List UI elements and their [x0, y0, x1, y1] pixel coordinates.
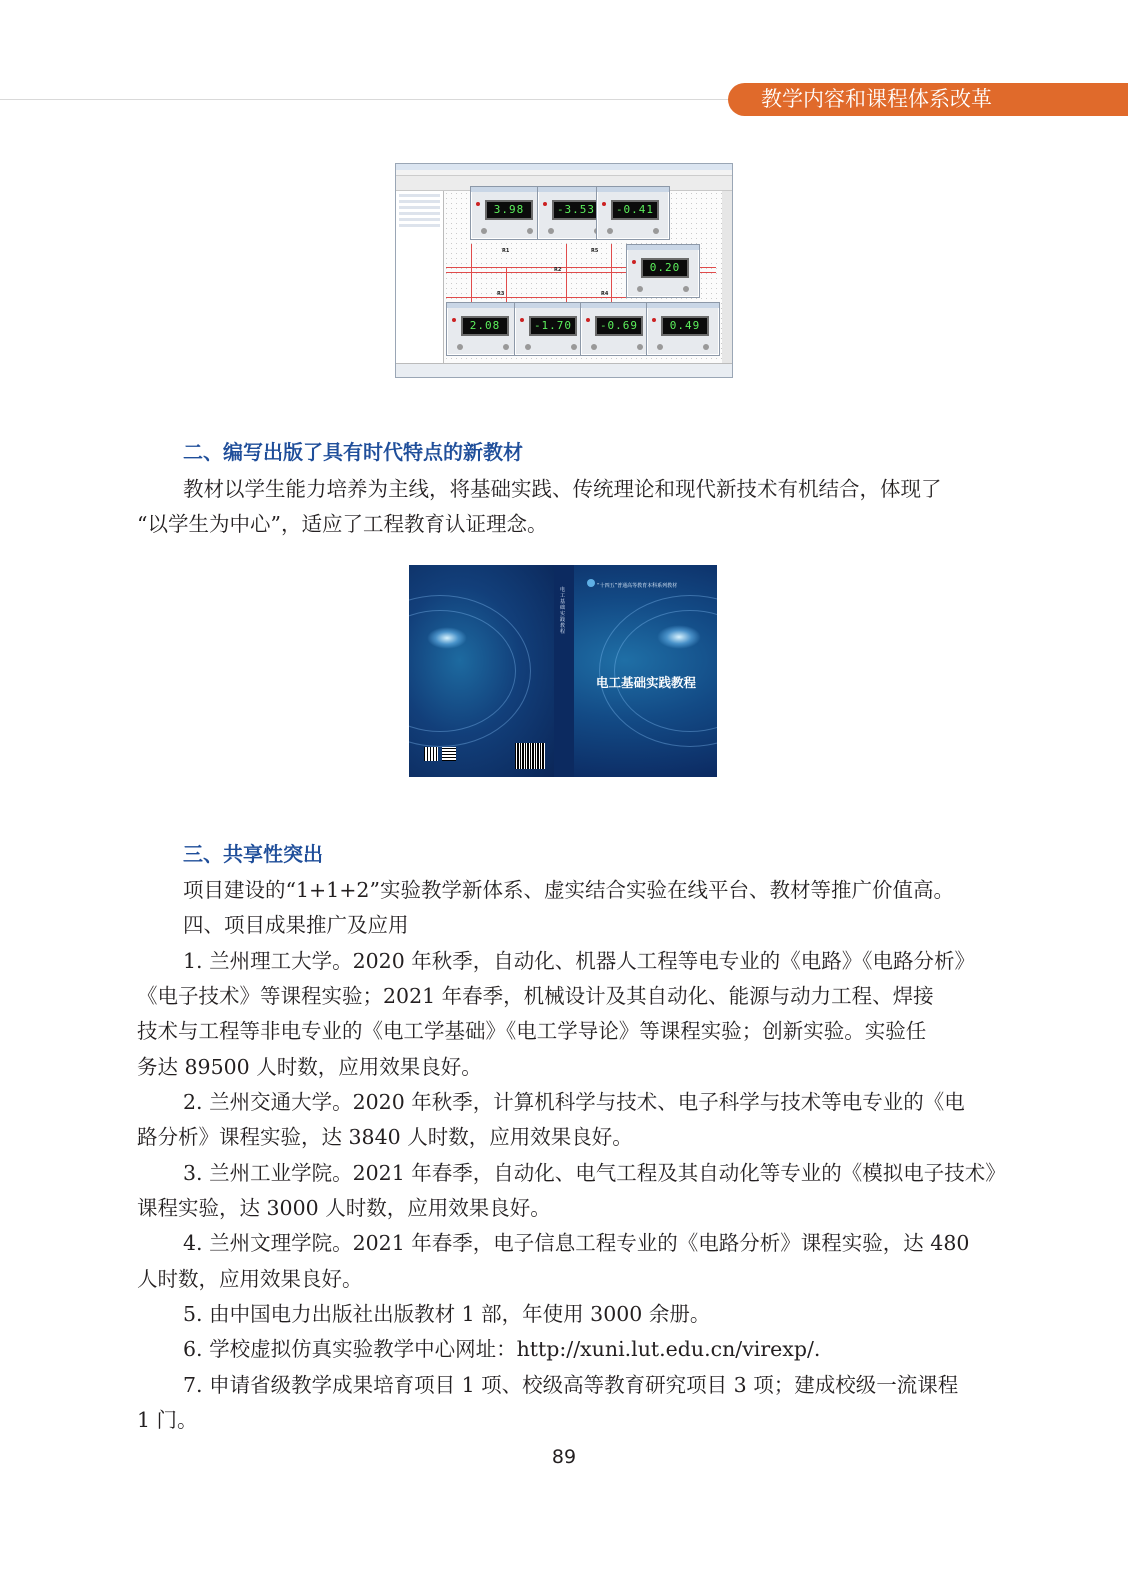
meter-display: -3.53: [552, 200, 600, 220]
meter: [446, 302, 520, 356]
section2-heading: 二、编写出版了具有时代特点的新教材: [183, 440, 523, 464]
resistor-label: R5: [591, 248, 599, 254]
body-line: 1. 兰州理工大学。2020 年秋季，自动化、机器人工程等电专业的《电路》《电路分析》: [183, 949, 976, 973]
qr-code-icon: [442, 747, 456, 761]
cover-glow: [657, 625, 701, 649]
sim-statusbar: [396, 363, 732, 377]
body-line: 路分析》课程实验，达 3840 人时数，应用效果良好。: [137, 1125, 633, 1149]
meter-display: -0.41: [611, 200, 659, 220]
sim-scrollbar: [722, 191, 732, 363]
meter-display: -0.69: [595, 316, 643, 336]
resistor-label: R1: [502, 248, 510, 254]
meter: [514, 302, 588, 356]
section2-paragraph-line: “以学生为中心”，适应了工程教育认证理念。: [137, 512, 548, 536]
meter: [580, 302, 654, 356]
meter-display: -1.70: [529, 316, 577, 336]
resistor-label: R4: [601, 291, 609, 297]
body-line: 四、项目成果推广及应用: [183, 913, 409, 937]
meter: [596, 186, 670, 240]
cover-series-text: “十四五”普通高等教育本科系列教材: [597, 583, 678, 589]
section2-paragraph-line: 教材以学生能力培养为主线，将基础实践、传统理论和现代新技术有机结合，体现了: [183, 477, 942, 501]
resistor-label: R3: [497, 291, 505, 297]
body-line: 1 门。: [137, 1408, 198, 1432]
body-line: 7. 申请省级教学成果培育项目 1 项、校级高等教育研究项目 3 项；建成校级一流课程: [183, 1373, 959, 1397]
body-line: 课程实验，达 3000 人时数，应用效果良好。: [137, 1196, 551, 1220]
book-cover-image: [409, 565, 717, 777]
cover-spine-title: 电工基础实践教程: [560, 587, 566, 635]
meter-display: 0.20: [641, 258, 689, 278]
body-line: 5. 由中国电力出版社出版教材 1 部，年使用 3000 余册。: [183, 1302, 711, 1326]
body-line: 3. 兰州工业学院。2021 年春季，自动化、电气工程及其自动化等专业的《模拟电子技术》: [183, 1161, 1006, 1185]
resistor-label: R2: [554, 267, 562, 273]
cover-title: 电工基础实践教程: [596, 675, 697, 690]
body-line: 项目建设的“1+1+2”实验教学新体系、虚实结合实验在线平台、教材等推广价值高。: [183, 878, 954, 902]
body-line: 4. 兰州文理学院。2021 年春季，电子信息工程专业的《电路分析》课程实验，达 480: [183, 1231, 970, 1255]
body-line: 务达 89500 人时数，应用效果良好。: [137, 1055, 482, 1079]
simulation-screenshot: [395, 163, 733, 378]
meter: [470, 186, 544, 240]
meter-display: 3.98: [485, 200, 533, 220]
publisher-logo-icon: [587, 579, 595, 587]
sim-design-panel: [396, 191, 444, 363]
body-line: 6. 学校虚拟仿真实验教学中心网址：http://xuni.lut.edu.cn/virexp/.: [183, 1337, 821, 1361]
body-line: 2. 兰州交通大学。2020 年秋季，计算机科学与技术、电子科学与技术等电专业的《电: [183, 1090, 965, 1114]
body-line: 技术与工程等非电专业的《电工学基础》《电工学导论》等课程实验；创新实验。实验任: [137, 1019, 927, 1043]
meter-display: 2.08: [461, 316, 509, 336]
qr-code-icon: [424, 747, 438, 761]
barcode-icon: [515, 743, 545, 769]
cover-glow: [427, 627, 467, 649]
meter: [626, 244, 700, 298]
page-number: 89: [551, 1446, 577, 1468]
meter-display: 0.49: [661, 316, 709, 336]
section-header-tab: 教学内容和课程体系改革: [728, 83, 1128, 116]
body-line: 人时数，应用效果良好。: [137, 1267, 363, 1291]
meter: [646, 302, 720, 356]
section3-heading: 三、共享性突出: [183, 842, 323, 866]
body-line: 《电子技术》等课程实验；2021 年春季，机械设计及其自动化、能源与动力工程、焊接: [137, 984, 934, 1008]
